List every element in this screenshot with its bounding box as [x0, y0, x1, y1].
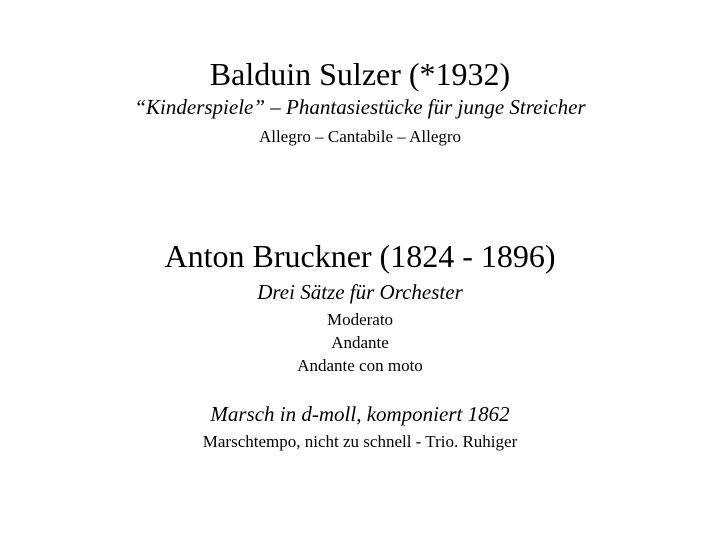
- composer-bruckner: Anton Bruckner (1824 - 1896): [164, 238, 556, 274]
- movement-moderato: Moderato: [326, 310, 394, 329]
- movements-kinderspiele: Allegro – Cantabile – Allegro: [258, 127, 462, 146]
- work-title-kinderspiele: “Kinderspiele” – Phantasiestücke für junge Streicher: [134, 95, 586, 119]
- composer-sulzer: Balduin Sulzer (*1932): [209, 56, 511, 92]
- work-title-drei-saetze: Drei Sätze für Orchester: [257, 280, 463, 304]
- movement-andante: Andante: [331, 333, 389, 352]
- movements-marsch: Marschtempo, nicht zu schnell - Trio. Ruhiger: [202, 432, 518, 451]
- movement-andante-con-moto: Andante con moto: [297, 356, 423, 375]
- work-title-marsch: Marsch in d-moll, komponiert 1862: [210, 402, 510, 426]
